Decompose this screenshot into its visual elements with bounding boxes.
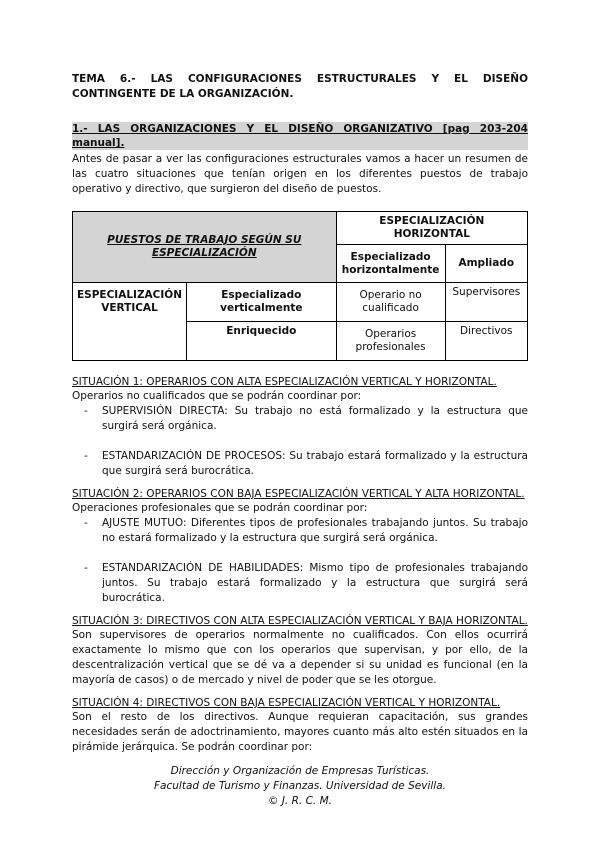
section-intro: Antes de pasar a ver las configuraciones estructurales vamos a hacer un resumen de las cuatro situaciones que tenían origen en los diferentes puestos de trabajo operativo y directivo, que surgieron del diseño de puestos. <box>72 153 528 195</box>
list-item: - ESTANDARIZACIÓN DE HABILIDADES: Mismo tipo de profesionales trabajando juntos. Su trabajo estará formalizado y la estructura que surgirá será burocrática. <box>102 561 528 606</box>
situation-4-text: Son el resto de los directivos. Aunque requieran capacitación, sus grandes necesidades serán de adoctrinamiento, mayores cuanto más alto estén situados en la pirámide jerárquica. Se podrán coordinar por: <box>72 711 528 753</box>
situation-1-heading: SITUACIÓN 1: OPERARIOS CON ALTA ESPECIALIZACIÓN VERTICAL Y HORIZONTAL. <box>72 376 497 388</box>
col-header-specialized: Especializado horizontalmente <box>336 245 445 283</box>
horizontal-header: ESPECIALIZACIÓN HORIZONTAL <box>336 212 527 245</box>
situation-2-intro: Operaciones profesionales que se podrán coordinar por: <box>72 502 368 514</box>
cell-directors: Directivos <box>445 322 527 361</box>
row-label-enriched: Enriquecido <box>187 322 337 361</box>
list-item: - SUPERVISIÓN DIRECTA: Su trabajo no está formalizado y la estructura que surgirá será orgánica. <box>102 404 528 434</box>
situation-2-heading: SITUACIÓN 2: OPERARIOS CON BAJA ESPECIALIZACIÓN VERTICAL Y ALTA HORIZONTAL. <box>72 488 525 500</box>
cell-unskilled-operator: Operario no cualificado <box>336 283 445 322</box>
vertical-header: ESPECIALIZACIÓN VERTICAL <box>73 283 187 361</box>
list-item: - ESTANDARIZACIÓN DE PROCESOS: Su trabajo estará formalizado y la estructura que surgirá será burocrática. <box>102 449 528 479</box>
cell-supervisors: Supervisores <box>445 283 527 322</box>
page-footer <box>0 764 600 809</box>
row-label-specialized: Especializado verticalmente <box>187 283 337 322</box>
footer-copyright: © J. R. C. M. <box>268 795 332 807</box>
situation-3-text: Son supervisores de operarios normalmente no cualificados. Con ellos ocurrirá exactamente lo mismo que con los operarios que supervisan, y por ello, de la descentralización vertical que se dé va a depender si su unidad es funcional (en la mayoría de casos) o de mercado y nivel de poder que se les otorgue. <box>72 629 528 686</box>
situation-1-intro: Operarios no cualificados que se podrán coordinar por: <box>72 390 362 402</box>
specialization-table <box>72 211 528 361</box>
col-header-expanded: Ampliado <box>445 245 527 283</box>
footer-line-1: Dirección y Organización de Empresas Turísticas. <box>170 765 430 777</box>
situation-4-heading: SITUACIÓN 4: DIRECTIVOS CON BAJA ESPECIALIZACIÓN VERTICAL Y HORIZONTAL. <box>72 697 501 709</box>
table-corner-header: PUESTOS DE TRABAJO SEGÚN SU ESPECIALIZACIÓN <box>73 212 337 283</box>
list-item: - AJUSTE MUTUO: Diferentes tipos de profesionales trabajando juntos. Su trabajo no estará formalizado y la estructura que surgirá será orgánica. <box>102 516 528 546</box>
footer-line-2: Facultad de Turismo y Finanzas. Universidad de Sevilla. <box>154 780 446 792</box>
situation-1-list <box>72 404 528 479</box>
document-title: TEMA 6.- LAS CONFIGURACIONES ESTRUCTURALES Y EL DISEÑO CONTINGENTE DE LA ORGANIZACIÓN. <box>72 73 528 100</box>
cell-professional-operators: Operarios profesionales <box>336 322 445 361</box>
situation-3-heading: SITUACIÓN 3: DIRECTIVOS CON ALTA ESPECIALIZACIÓN VERTICAL Y BAJA HORIZONTAL. <box>72 615 528 627</box>
situation-2-list <box>72 516 528 606</box>
section-heading: 1.- LAS ORGANIZACIONES Y EL DISEÑO ORGANIZATIVO [pag 203-204 manual]. <box>72 123 528 149</box>
page-content <box>72 72 528 755</box>
